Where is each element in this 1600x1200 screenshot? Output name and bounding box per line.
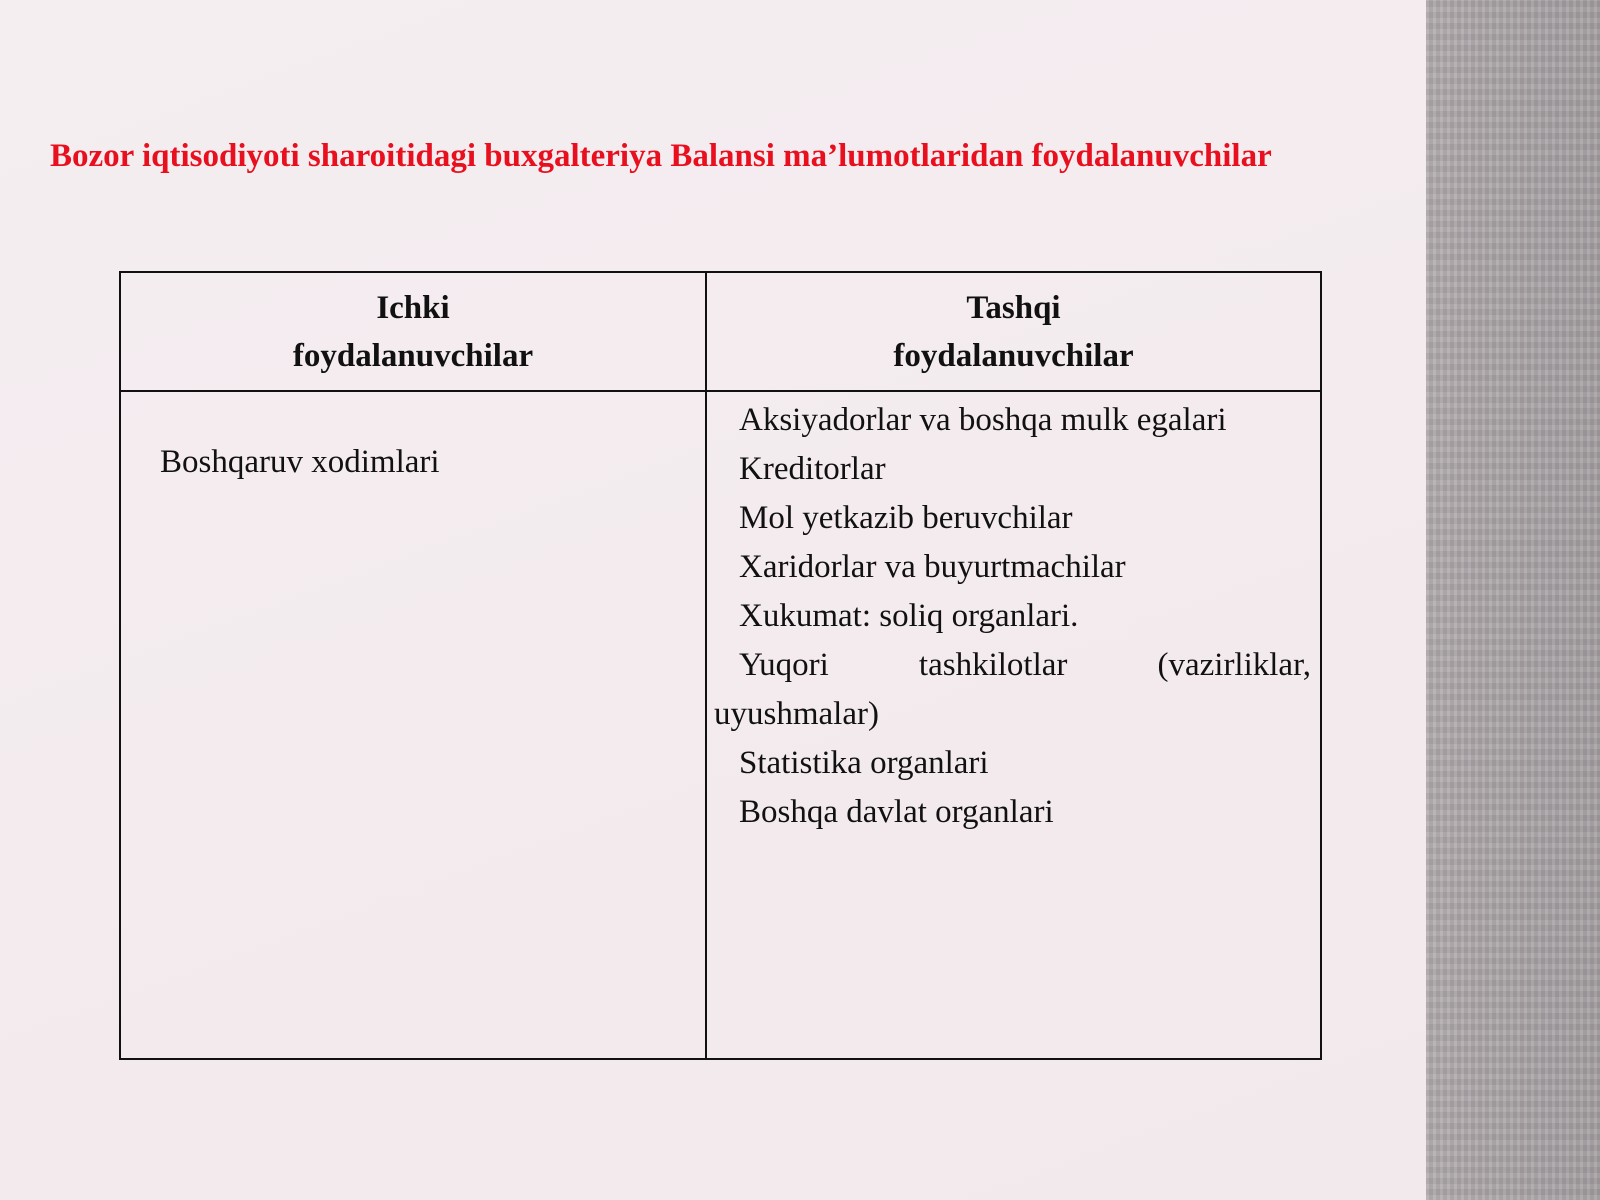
- balance-users-table: [119, 271, 1322, 1060]
- table-header-row: [120, 272, 1321, 391]
- header-internal-line2: foydalanuvchilar: [292, 337, 534, 374]
- header-external-line1: Tashqi: [966, 289, 1061, 326]
- external-user-item: Mol yetkazib beruvchilar: [739, 500, 1073, 536]
- header-external-users: [706, 272, 1321, 391]
- external-user-item-line2: uyushmalar): [714, 696, 879, 732]
- external-user-item: Boshqa davlat organlari: [739, 794, 1054, 830]
- external-user-item: Xaridorlar va buyurtmachilar: [739, 549, 1126, 585]
- external-user-item: Statistika organlari: [739, 745, 989, 781]
- external-users-list: [714, 396, 1311, 837]
- decorative-side-strip: [1426, 0, 1600, 1200]
- external-user-item: Kreditorlar: [739, 451, 886, 487]
- external-user-item: Aksiyadorlar va boshqa mulk egalari: [739, 402, 1227, 438]
- header-external-line2: foydalanuvchilar: [893, 337, 1134, 374]
- internal-users-cell: [120, 391, 706, 1059]
- external-user-item-line1: Yuqori tashkilotlar (vazirliklar,: [739, 647, 1311, 683]
- table-body-row: [120, 391, 1321, 1059]
- header-internal-line1: Ichki: [376, 289, 450, 326]
- external-users-cell: [706, 391, 1321, 1059]
- internal-user-item: Boshqaruv xodimlari: [160, 444, 440, 480]
- external-user-item: Xukumat: soliq organlari.: [739, 598, 1079, 634]
- slide-title: Bozor iqtisodiyoti sharoitidagi buxgalteriya Balansi ma’lumotlaridan foydalanuvchilar: [50, 138, 1272, 174]
- header-internal-users: [120, 272, 706, 391]
